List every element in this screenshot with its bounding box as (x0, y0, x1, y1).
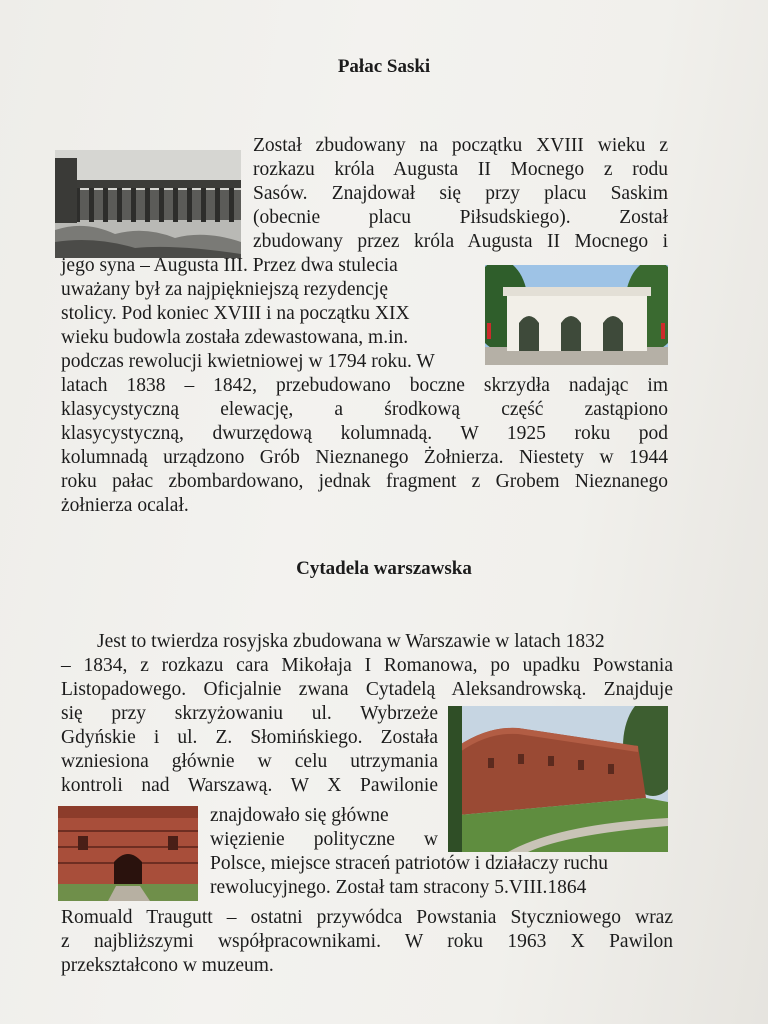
text-line: więzienie polityczne w (210, 829, 438, 850)
text-line: kontroli nad Warszawą. W X Pawilonie (61, 775, 438, 796)
section-title-cytadela: Cytadela warszawska (296, 558, 472, 579)
tomb-unknown-soldier-photo (485, 265, 668, 365)
text-line: Romuald Traugutt – ostatni przywódca Powstania Styczniowego wraz (61, 907, 673, 928)
text-line: kolumnadą urządzono Grób Nieznanego Żołnierza. Niestety w 1944 (61, 447, 668, 468)
text-line: znajdowało się główne (210, 805, 389, 826)
text-line: Polsce, miejsce straceń patriotów i działaczy ruchu (210, 853, 608, 874)
saxon-palace-ruins-photo (55, 150, 241, 258)
text-line: klasycystyczną, dwurzędową kolumnadą. W 1925 roku pod (61, 423, 668, 444)
citadel-gate-photo (58, 806, 198, 901)
text-line: – 1834, z rozkazu cara Mikołaja I Romanowa, po upadku Powstania (61, 655, 673, 676)
text-line: z najbliższymi współpracownikami. W roku 1963 X Pawilon (61, 931, 673, 952)
text-line: żołnierza ocalał. (61, 495, 189, 516)
text-line: Sasów. Znajdował się przy placu Saskim (253, 183, 668, 204)
text-line: roku pałac zbombardowano, jednak fragment z Grobem Nieznanego (61, 471, 668, 492)
text-line: rozkazu króla Augusta II Mocnego z rodu (253, 159, 668, 180)
text-line: latach 1838 – 1842, przebudowano boczne skrzydła nadając im (61, 375, 668, 396)
text-line: jego syna – Augusta III. Przez dwa stulecia (61, 255, 398, 276)
text-line: się przy skrzyżowaniu ul. Wybrzeże (61, 703, 438, 724)
text-line: wieku budowla została zdewastowana, m.in. (61, 327, 409, 348)
text-line: podczas rewolucji kwietniowej w 1794 roku. W (61, 351, 435, 372)
text-line: klasycystyczną elewację, a środkową część zastąpiono (61, 399, 668, 420)
text-line: zbudowany przez króla Augusta II Mocnego i (253, 231, 668, 252)
text-line: uważany był za najpiękniejszą rezydencję (61, 279, 388, 300)
text-line: (obecnie placu Piłsudskiego). Został (253, 207, 668, 228)
text-line: wzniesiona głównie w celu utrzymania (61, 751, 438, 772)
text-line: Gdyńskie i ul. Z. Słomińskiego. Została (61, 727, 438, 748)
text-line: Jest to twierdza rosyjska zbudowana w Warszawie w latach 1832 (97, 631, 605, 652)
text-line: przekształcono w muzeum. (61, 955, 274, 976)
text-line: Listopadowego. Oficjalnie zwana Cytadelą Aleksandrowską. Znajduje (61, 679, 673, 700)
text-line: stolicy. Pod koniec XVIII i na początku XIX (61, 303, 410, 324)
section-title-palac-saski: Pałac Saski (337, 56, 431, 77)
text-line: rewolucyjnego. Został tam stracony 5.VIII.1864 (210, 877, 587, 898)
text-line: Został zbudowany na początku XVIII wieku z (253, 135, 668, 156)
citadel-walls-photo (448, 706, 668, 852)
